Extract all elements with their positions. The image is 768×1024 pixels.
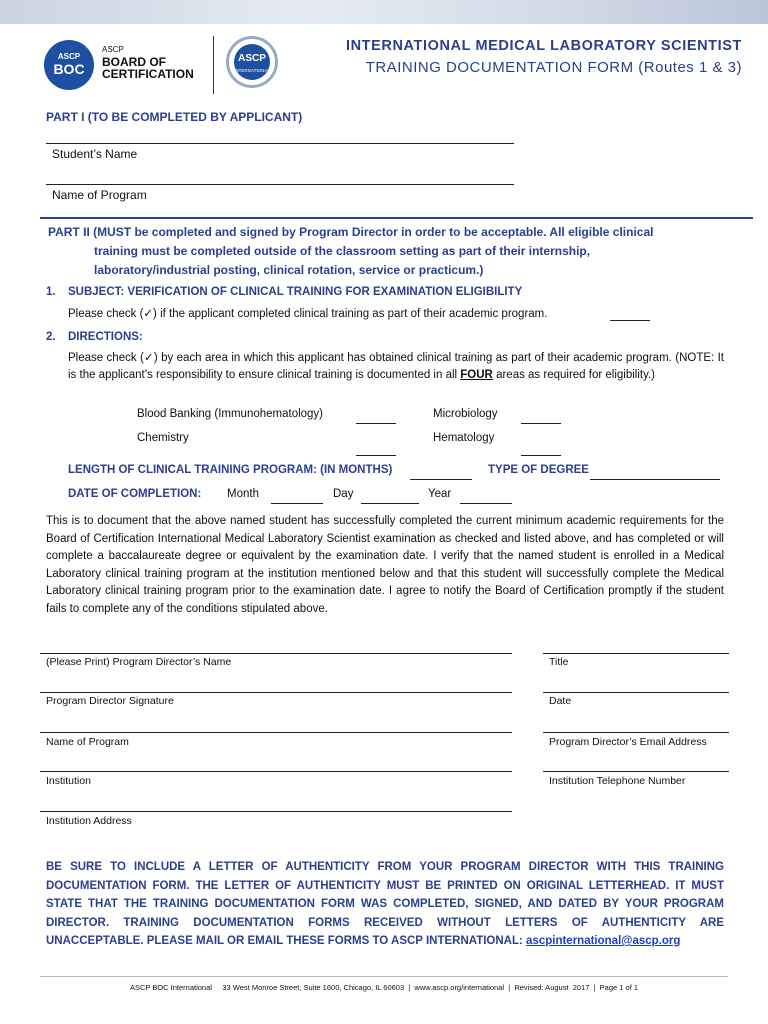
item2-four: FOUR: [460, 369, 493, 381]
area-chemistry-line[interactable]: [356, 455, 396, 456]
completion-label: DATE OF COMPLETION:: [68, 488, 202, 500]
institution-address-line[interactable]: [40, 811, 512, 812]
attestation-paragraph: This is to document that the above named student has successfully completed the current minimum academic requirements for the Board of Certification International Medical Laboratory Scientist examination as checked and listed above, and has completed or will complete a baccalaureate degree or equivalent by the examination date. I verify that the named student is enrolled in a Medical Laboratory clinical training program at the institution mentioned below and that this student will successfully complete the Medical Laboratory clinical training program prior to the examination date. I agree to notify the Board of Certification promptly if the student fails to complete any of the conditions stipulated above.: [46, 515, 724, 615]
length-label: LENGTH OF CLINICAL TRAINING PROGRAM: (IN MONTHS): [68, 464, 393, 476]
area-hematology-line[interactable]: [521, 455, 561, 456]
footer: ASCP BOC International 33 West Monroe Street, Suite 1600, Chicago, IL 60603 | www.ascp.org/international | Revised: August 2017 | Page 1 of 1: [129, 983, 639, 992]
date-line[interactable]: [543, 692, 729, 693]
authenticity-notice: [46, 858, 724, 951]
date-label: Date: [549, 695, 572, 707]
part2-heading-line2: training must be completed outside of the classroom setting as part of their internship,: [94, 244, 591, 258]
board-wordmark: [102, 44, 194, 80]
area-blood-banking: Blood Banking (Immunohematology): [137, 408, 324, 420]
item1-check-line[interactable]: [610, 320, 650, 321]
area-microbiology: Microbiology: [433, 408, 498, 420]
item2-text-b: areas as required for eligibility.): [492, 369, 656, 381]
program-name-line[interactable]: [46, 184, 514, 185]
item1-title: SUBJECT: VERIFICATION OF CLINICAL TRAINING FOR EXAMINATION ELIGIBILITY: [68, 286, 523, 298]
director-email-line[interactable]: [543, 732, 729, 733]
logo-small-text: ASCP: [57, 52, 81, 61]
item1-text: Please check (✓) if the applicant completed clinical training as part of their academic program.: [68, 308, 548, 320]
director-name-line[interactable]: [40, 653, 512, 654]
item2-title: DIRECTIONS:: [68, 331, 143, 343]
ascp-boc-logo: [44, 40, 94, 90]
area-hematology: Hematology: [433, 432, 495, 444]
director-signature-line[interactable]: [40, 692, 512, 693]
item1-number: 1.: [46, 286, 56, 298]
notice-text: BE SURE TO INCLUDE A LETTER OF AUTHENTICITY FROM YOUR PROGRAM DIRECTOR WITH THIS TRAINING DOCUMENTATION FORM. THE LETTER OF AUTHENTICITY MUST BE PRINTED ON ORIGINAL LETTERHEAD. IT MUST STATE THAT THE TRAINING DOCUMENTATION FORM WAS COMPLETED, SIGNED, AND DATED BY YOUR PROGRAM DIRECTOR. TRAINING DOCUMENTATION FORMS RECEIVED WITHOUT LETTERS OF AUTHENTICITY ARE UNACCEPTABLE. PLEASE MAIL OR EMAIL THESE FORMS TO ASCP INTERNATIONAL:: [46, 861, 724, 947]
program-label: Name of Program: [46, 736, 129, 748]
director-name-label: (Please Print) Program Director’s Name: [46, 656, 232, 668]
board-line1: BOARD OF: [102, 55, 166, 69]
board-line2: CERTIFICATION: [102, 67, 194, 81]
institution-address-label: Institution Address: [46, 815, 132, 827]
seal-sub: INTERNATIONAL: [234, 68, 270, 73]
item2-number: 2.: [46, 331, 56, 343]
area-blood-banking-line[interactable]: [356, 423, 396, 424]
day-line[interactable]: [361, 503, 419, 504]
ascp-email-link[interactable]: ascpinternational@ascp.org: [526, 935, 681, 947]
institution-line[interactable]: [40, 771, 512, 772]
title-label: Title: [549, 656, 569, 668]
year-label: Year: [428, 488, 452, 500]
area-chemistry: Chemistry: [137, 432, 189, 444]
ascp-international-seal: [226, 36, 278, 88]
title-line[interactable]: [543, 653, 729, 654]
seal-text: ASCP: [238, 53, 266, 64]
program-line[interactable]: [40, 732, 512, 733]
part2-heading: [48, 223, 653, 280]
director-signature-label: Program Director Signature: [46, 695, 174, 707]
form-title: INTERNATIONAL MEDICAL LABORATORY SCIENTIST: [345, 38, 742, 54]
part1-heading: PART I (TO BE COMPLETED BY APPLICANT): [46, 110, 303, 124]
logo-divider: [213, 36, 214, 94]
year-line[interactable]: [460, 503, 512, 504]
student-name-line[interactable]: [46, 143, 514, 144]
degree-line[interactable]: [590, 479, 720, 480]
logo-boc-text: BOC: [53, 61, 85, 77]
institution-phone-line[interactable]: [543, 771, 729, 772]
item2-text-a: Please check (✓) by each area in which this applicant has obtained clinical training as part of their academic program. (NOTE: It is the applicant’s responsibility to ensure clinical training is documented in all: [68, 352, 724, 381]
month-line[interactable]: [271, 503, 323, 504]
program-name-label: Name of Program: [52, 188, 147, 202]
part2-heading-line1: PART II (MUST be completed and signed by Program Director in order to be acceptable. All eligible clinical: [48, 225, 654, 239]
item2-text: [68, 350, 724, 384]
board-small: ASCP: [102, 45, 124, 54]
part2-heading-line3: laboratory/industrial posting, clinical rotation, service or practicum.): [94, 263, 484, 277]
student-name-label: Student’s Name: [52, 147, 138, 161]
length-line[interactable]: [410, 479, 472, 480]
day-label: Day: [333, 488, 354, 500]
month-label: Month: [227, 488, 259, 500]
top-banner: [0, 0, 768, 24]
section-divider: [40, 217, 753, 219]
institution-label: Institution: [46, 775, 91, 787]
institution-phone-label: Institution Telephone Number: [549, 775, 686, 787]
area-microbiology-line[interactable]: [521, 423, 561, 424]
footer-rule: [40, 976, 728, 977]
director-email-label: Program Director’s Email Address: [549, 736, 707, 748]
form-subtitle: TRAINING DOCUMENTATION FORM (Routes 1 & 3): [365, 59, 742, 76]
degree-label: TYPE OF DEGREE: [488, 464, 589, 476]
